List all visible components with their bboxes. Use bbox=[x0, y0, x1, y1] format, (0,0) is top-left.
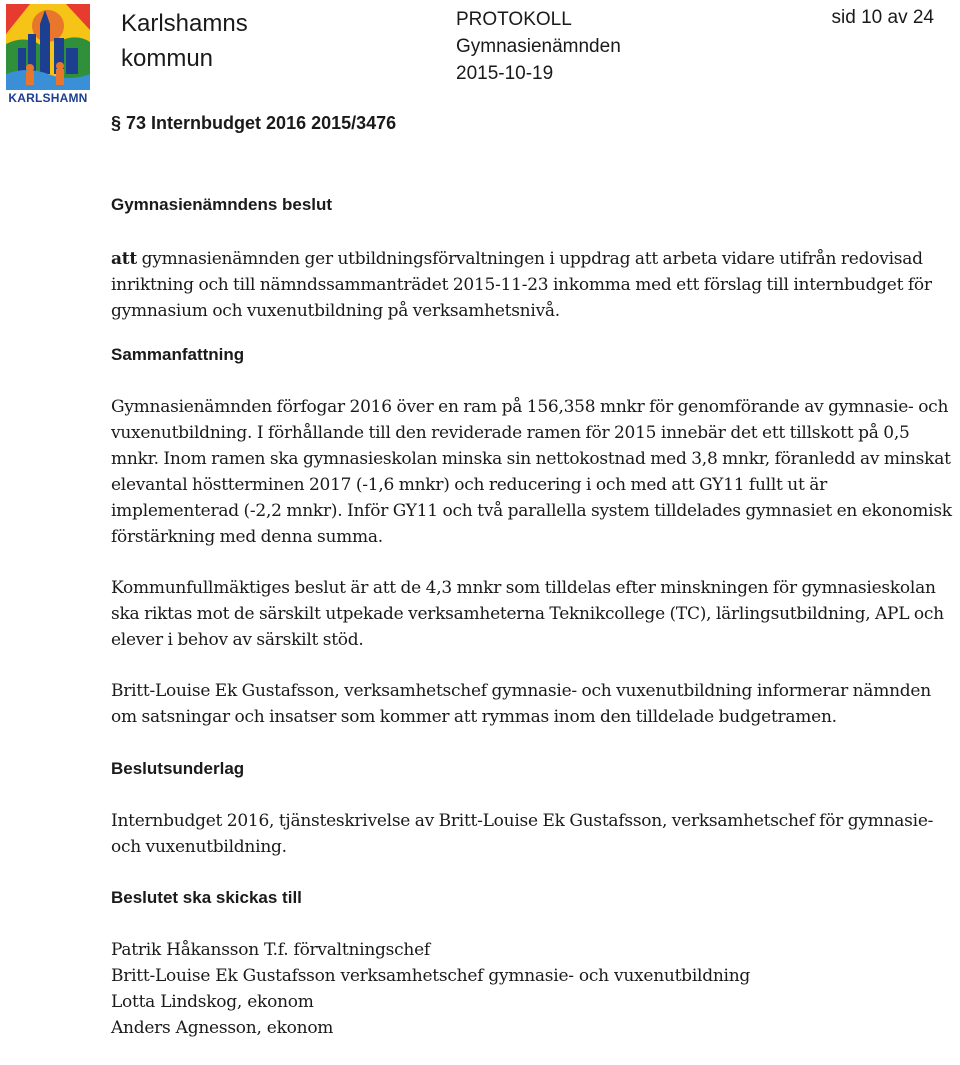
section-title bbox=[111, 108, 953, 138]
basis-text: Internbudget 2016, tjänsteskrivelse av Britt-Louise Ek Gustafsson, verksamhetschef för gymnasie- och vuxenutbildning. bbox=[111, 811, 934, 857]
list-item: Lotta Lindskog, ekonom bbox=[111, 992, 314, 1012]
section-title-text: 73 Internbudget 2016 2015/3476 bbox=[126, 113, 397, 133]
page-number: sid 10 av 24 bbox=[831, 7, 934, 28]
recipients-heading: Beslutet ska skickas till bbox=[111, 888, 302, 907]
decision-text bbox=[111, 246, 953, 324]
karlshamn-logo bbox=[6, 4, 90, 108]
document-type: PROTOKOLL bbox=[456, 9, 572, 30]
decision-heading: Gymnasienämndens beslut bbox=[111, 195, 333, 214]
summary-paragraph-3: Britt-Louise Ek Gustafsson, verksamhetschef gymnasie- och vuxenutbildning informerar nämnden om satsningar och insatser som kommer att rymmas inom den tilldelade budgetramen. bbox=[111, 681, 931, 727]
summary-paragraph-1: Gymnasienämnden förfogar 2016 över en ram på 156,358 mnkr för genomförande av gymnasie- och vuxenutbildning. I förhållande till den reviderade ramen för 2015 innebär det ett tillskott på 0,5 mnkr. Inom ramen ska gymnasieskolan minska sin nettokostnad med 3,8 mnkr, föranledd av minskat elevantal höstterminen 2017 (-1,6 mnkr) och reducering i och med att GY11 fullt ut är implementerad (-2,2 mnkr). Inför GY11 och två parallella system tilldelades gymnasiet en ekonomisk förstärkning med denna summa. bbox=[111, 397, 952, 547]
logo-wordmark: KARLSHAMN bbox=[8, 91, 88, 105]
list-item: Patrik Håkansson T.f. förvaltningschef bbox=[111, 940, 430, 960]
section-symbol: § bbox=[111, 113, 122, 133]
organization-name: Karlshamns kommun bbox=[121, 10, 248, 72]
basis-heading: Beslutsunderlag bbox=[111, 759, 245, 778]
decision-body: gymnasienämnden ger utbildningsförvaltningen i uppdrag att arbeta vidare utifrån redovisad inriktning och till nämndssammanträdet 2015-11-23 inkomma med ett förslag till internbudget för gymnasium och vuxenutbildning på verksamhetsnivå. bbox=[111, 249, 932, 321]
protocol-header bbox=[456, 6, 621, 87]
summary-paragraph-2: Kommunfullmäktiges beslut är att de 4,3 mnkr som tilldelas efter minskningen för gymnasieskolan ska riktas mot de särskilt utpekade verksamheterna Teknikcollege (TC), lärlingsutbildning, APL och elever i behov av särskilt stöd. bbox=[111, 578, 944, 650]
meeting-date: 2015-10-19 bbox=[456, 63, 554, 84]
list-item: Britt-Louise Ek Gustafsson verksamhetschef gymnasie- och vuxenutbildning bbox=[111, 966, 751, 986]
summary-heading: Sammanfattning bbox=[111, 345, 245, 364]
recipients-list bbox=[111, 937, 953, 1041]
committee-name: Gymnasienämnden bbox=[456, 36, 621, 57]
document-body bbox=[111, 108, 953, 1041]
list-item: Anders Agnesson, ekonom bbox=[111, 1018, 334, 1038]
decision-lead: att bbox=[111, 249, 137, 269]
